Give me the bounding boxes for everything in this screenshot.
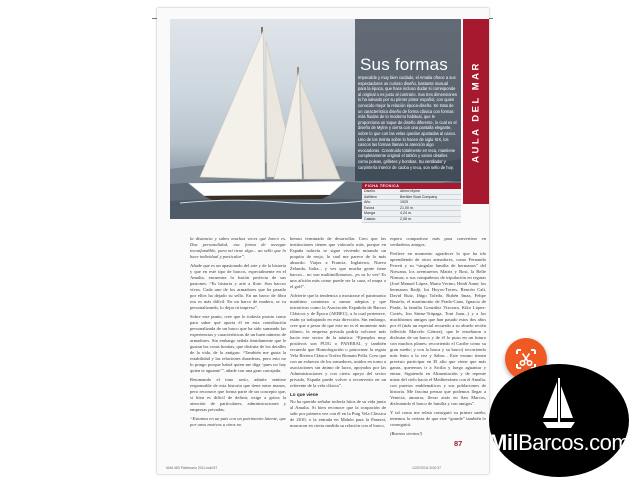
paragraph: Retomando el tono serio, admite sentirse responsable de esta historia que tiene entre manos, pero reconoce que forma parte de un concepto que, si bien es difícil de definir, exige a gritos la atención de particulares, administraciones y empresas privadas. [190, 377, 286, 412]
paragraph: espera compartirse más para convertirse en verdaderos amigos. [390, 236, 486, 247]
paragraph: Sobre este punto, cree que lo todavía pronto como para saber qué aporta él en esta contribución personalizada de un barco que ha sido sumando las experiencias y características de un buen número de armadores. Sin embargo señala tímidamente que le gustan las cosas bonitas, que disfruta de los detalles de la vida, de lo antiguo: “También me gusta la estabilidad y las relaciones duraderas, pero esto no lo pongo porque habrá quien me diga ‘pues no hay quien te aguante’”, añade con una gran carcajada. [190, 314, 286, 373]
spec-label: Año [364, 200, 371, 205]
section-label: AULA DEL MAR [470, 61, 482, 163]
article-column-1 [190, 236, 286, 431]
spec-value: 4,24 m. [400, 211, 412, 216]
spec-value: Bertkier Boat Company [400, 194, 438, 199]
spec-label: Eslora [364, 205, 375, 210]
paragraph: Prefiere en momento agradecer lo que ha ido aprendiendo de otros armadores, como Fernando Ferreti y su “singular familia de hermanos” del Nirwana, los aventureros Matriz y Rosi, la Belle Nirmas, o sus compañeros de tripulación en regatas (José Manuel López, Marta Vecino, Heidi Anne; los hermanos Radji, los Hoyos-Torres, Rencón Cali, David Ruiz, Iñigo Toledo, Rubén Imaz, Felipe Bustelo, el matrimonio de Prado-Cano, Ignacio de Prada, la familia González Vizcarra, Kiko López-Cortés, Ion Sáenz-Trápaga, Toni Juan...) y a los muchísimos amigos que han pasado estos dos años por él (más un especial recuerdo a su abuelo recién fallecido Marcelo Gómez), que le enseñaron a disfrutar de un barco y de él lo puso en un futuro con muchos planes; recorriendo el Caribe como su gran sueño; y con la barca y su barco) recorriendo más lento a la vez y Sabor... Este verano tienen previsto participar en El alto que viene que más ganas, queremos ir a Sicilia y luego aguantar y entrar. Siguiendo en Alimentación y de repente mirar del cielo hacia el Mediterráneo con el Amalia, con puertos emblemáticos y sus poblaciones de historia. Me fascina pensar que podemos llegar a Venecia, amarrar, llevar atrás en San Marcos, disfrutando el barco de familia y con amigos”. [390, 251, 486, 406]
subheading: Lo que viene [290, 392, 319, 397]
paragraph: “Estamos en un país con un patrimonio latente, que por unos motivos u otros no [190, 416, 286, 427]
spec-value: 1925 [400, 200, 408, 205]
footer-file-info: AMA 483 Patrimonio 2011.indd 87 [166, 466, 218, 470]
footer-timestamp: 12/07/2011 8:00:37 [412, 466, 441, 470]
article-column-3 [390, 236, 486, 440]
spec-table [362, 183, 461, 223]
spec-label: Calado [364, 216, 376, 221]
logo-suffix: Barcos.com [518, 430, 629, 455]
paragraph: No ha querido señalar todavía hitos de su vida junto al Amalia. Si bien reconoce que la ocupación de salir por primera vez con él en la Puig Vela Clàssica de 2010, o la entrada en Mahón para la Panerai, marcaron en cierta medida su relación con el barco, [290, 399, 386, 428]
spec-row [362, 217, 461, 223]
spec-table-title: FICHA TÉCNICA [362, 183, 461, 189]
logo-prefix: Mil [489, 430, 519, 455]
paragraph: Advierte que la tendencia a mostrarse el patrimonio marítimo comienza a sumar adeptos y que iniciativas como la Asociación Española de Barcos Clásicos y de Época (AEBEC), a la cual pertenece, están ya trabajando en esta dirección. Sin embargo, cree que a pesar de que este no es el momento más idóneo, la empresa privada podría volcarse más hacia este sector de la náutica: “Ejemplos muy positivos son PUIG o PANERAI, y también recuerdo que Homologación o patrocinar la regata Vela Riviera Clásica Trofeo Romain Pella. Creo que con un esfuerzo de los armadores, unidos en torno a asociaciones sin ánimo de lucro, apoyados por las Administraciones y con cierto apoyo del sector privado, España puede volver a reconvertir en un referente de la vela clásica”. [290, 293, 386, 388]
sailboat-icon [539, 376, 579, 432]
milbarcos-logo [489, 364, 629, 477]
paragraph: Añade que es un apasionado del arte y de la historia y que en este tipo de barcos, especialmente en el Amalia, encuentra la fusión perfecta de sus pasiones: “Es historia y arte a flote. Son barcos vivos. Cada uno de los armadores que ha pasado por ellos ha dejado su sello. En un barco de fibra eso es más difícil. En un barco de madera, se va personalizando, lo dejas tú impreso”. [190, 263, 286, 310]
paragraph: Y tal como me relata consiguió su primer sueño, tenemos la certeza de que este “grande” también lo conseguirá. [390, 410, 486, 427]
spec-value: Alfred Mylne [400, 189, 420, 193]
page-number: 87 [454, 439, 463, 448]
spec-label: Diseño [364, 189, 376, 193]
lead-paragraph: Impecable y muy bien cuidado, el Amalia ofrece a sus espectadores un curioso diseño, bastante inusual para la época, que hace incluso dudar si corresponde al original o es justo al contrario. Sus tres dimensiones lo ha salvado por su primer pintor español, con quien conocido mejor la relación época-diseño. Se trata de un característico diseño de forma clásica con formas más fluidas de lo moderno habitual, que le proporciona un toque de diseño diferente, lo cual es el diseño de Mylne y cierra con una pantalla elegante, sobre lo que con las velas quedan ajustadas al casco. Uno de los treinta sobre lo hacen de siglo XIX, los cascos las formas llaman la atención algo evocadoras. Construido totalmente en teca, mantiene completamente original el tablón y varios detalles como poleas, grilletes y bombas. Su ventilador y carpintería interior de caoba y teca, son sello de hoy. [358, 75, 457, 170]
paragraph: la distancia y sabes muchas veces qué barco es. Das personalidad, esa forma de navegar inconfundible, para mí tiene algo... un sello que lo hace individual y particular”. [190, 236, 286, 259]
paragraph: (Buenos vientos!) [390, 431, 423, 436]
logo-wordmark [489, 430, 629, 456]
spec-value: 21,00 m. [400, 205, 414, 210]
paragraph: hemos terminado de desarrollar. Creo que las instituciones tienen que valorarlo más, porque en España todavía se sigue viviendo mirando un poquito de reojo, lo cual me parece de lo más absurdo. Viajas a Francia, Inglaterra, Nueva Zelanda, Italia... y ves que mucha gente tiene barcos... no son multimillonarios, ¡es su lo ves! Es una afición más como puede ser la caza, el mapa o el golf”. [290, 236, 386, 289]
spec-label: Manga [364, 211, 375, 216]
article-column-2 [290, 236, 386, 432]
article-headline: Sus formas [360, 55, 448, 74]
spec-value: 2,08 m. [400, 216, 412, 221]
spec-label: Astillero [364, 194, 377, 199]
